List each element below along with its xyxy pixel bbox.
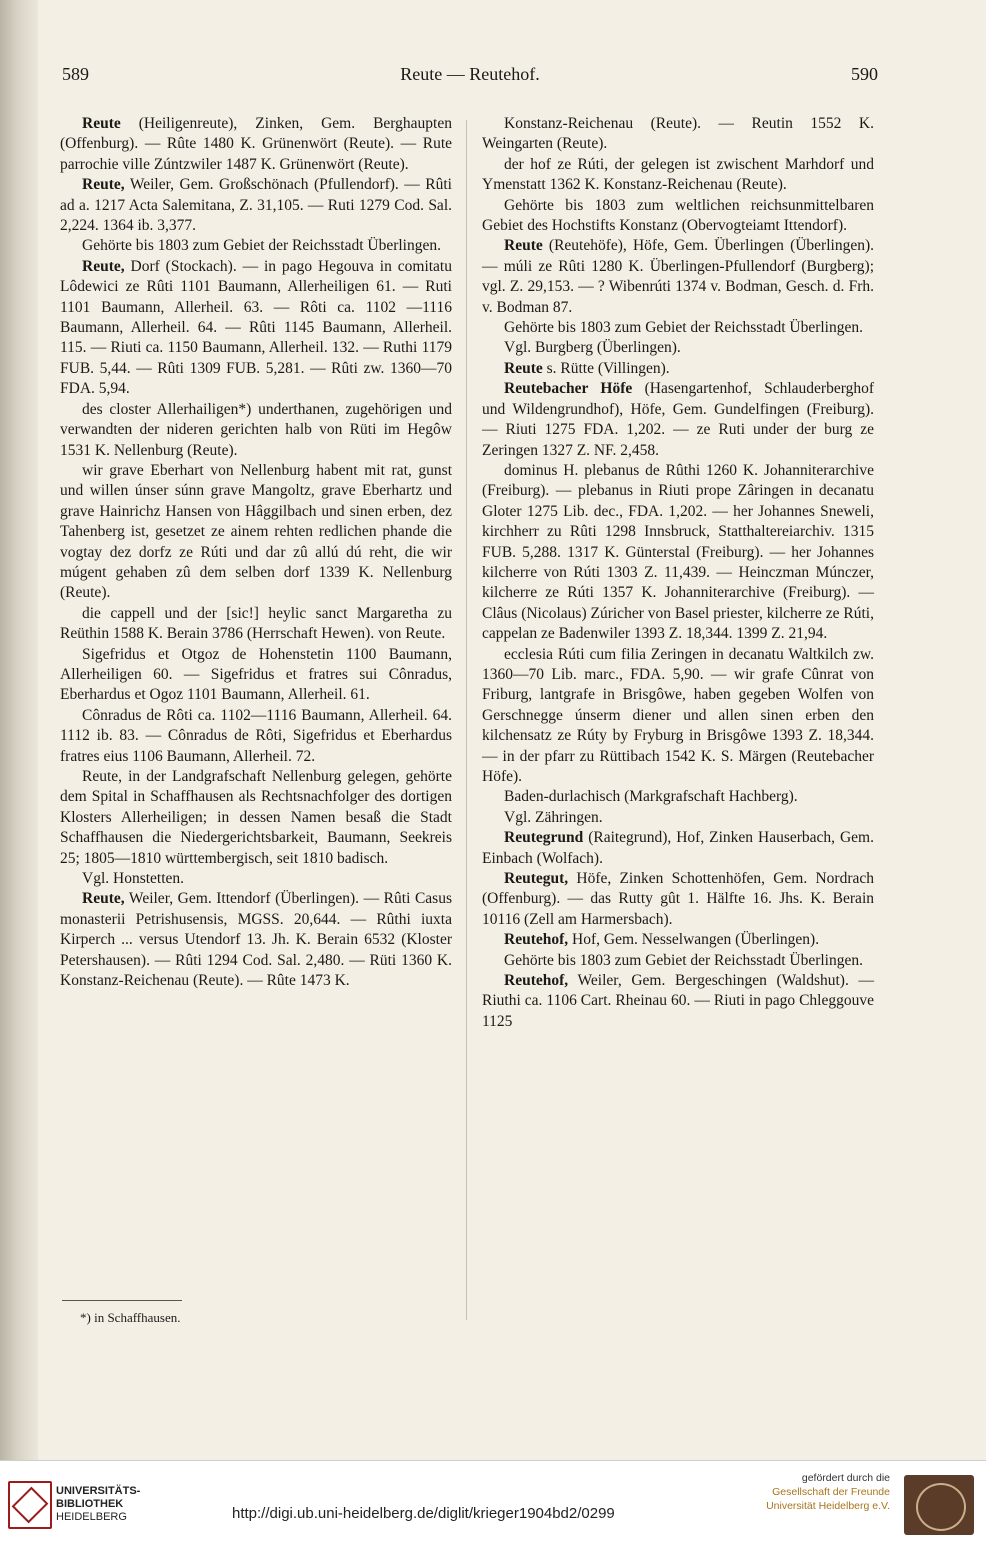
entry-text: dominus H. plebanus de Rûthi 1260 K. Johanniterarchive (Freiburg). — plebanus in Riuti prope Zâringen in decanatu Gloter 1275 Lib. dec., FDA. 1,202. — her Johannes Sneweli, kirchherr zu Rûti 1298 Innsbruck, Statthaltereiarchiv. 1315 FUB. 5,288. 1317 K. Günterstal (Freiburg). — her Johannes kilcherre von Rúti 1303 Z. 11,439. — Heinczman Múnczer, kilcherre ze Rúti 1357 K. Johanniterarchive (Freiburg). — Clâus (Nicolaus) Zúricher von Basel priester, kilcherre ze Rúti, cappelan ze Badenwiler 1393 Z. 18,344. 1399 Z. 21,94. — [482, 461, 874, 643]
entry-headword: Reutegrund — [504, 829, 584, 847]
entry-paragraph — [60, 706, 452, 767]
entry-paragraph — [60, 889, 452, 991]
sponsor-line-1: gefördert durch die — [801, 1472, 890, 1484]
entry-headword: Reute, — [82, 176, 125, 194]
entry-paragraph — [482, 645, 874, 788]
entry-text: wir grave Eberhart von Nellenburg habent mit rat, gunst und willen únser súnn grave Mangoltz, grave Eberhartz und grave Hainrichz Hansen von Hâggilbach und sinen erben, dez Tahenberg ist, gesetzet ze ainem rehten redlichen phande die vogtay dez dorfz ze Rúti und dar zû allú dú reht, die wir múgent gehaben zû dem selben dorf 1339 K. Nellenburg (Reute). — [60, 461, 452, 602]
book-binding-edge — [0, 0, 38, 1460]
entry-text: Weiler, Gem. Ittendorf (Überlingen). — Rûti Casus monasterii Petrishusensis, MGSS. 20,644. — Rûthi iuxta Kirperch ... versus Utendorf 13. Jh. K. Berain 6532 (Kloster Petershausen). — Rûti 1294 Cod. Sal. 2,480. — Rüti 1360 K. Konstanz-Reichenau (Reute). — Rûte 1473 K. — [60, 890, 452, 990]
entry-text: Reute, in der Landgrafschaft Nellenburg gelegen, gehörte dem Spital in Schaffhausen als Rechtsnachfolger des dortigen Klosters Allerheiligen; in dessen Namen besaß die Stadt Schaffhausen die Niedergerichtsbarkeit, Baumann, Seekreis 25; 1805—1810 württembergisch, seit 1810 badisch. — [60, 768, 452, 867]
entry-paragraph — [482, 787, 874, 807]
entry-headword: Reutehof, — [504, 972, 569, 990]
sponsor-line-3: Universität Heidelberg e.V. — [766, 1500, 890, 1512]
footnote: *) in Schaffhausen. — [80, 1310, 181, 1325]
entry-text: (Hasengartenhof, Schlauderberghof und Wildengrundhof), Höfe, Gem. Gundelfingen (Freiburg). — Riuti 1275 FDA. 1,202. — ze Ruti under der burg ze Zeringen 1327 Z. NF. 2,458. — [482, 380, 874, 459]
viewer-footer — [0, 1460, 986, 1550]
entry-paragraph — [482, 359, 874, 379]
entry-paragraph — [482, 461, 874, 645]
permalink-url[interactable]: http://digi.ub.uni-heidelberg.de/diglit/krieger1904bd2/0299 — [232, 1505, 615, 1522]
entry-paragraph — [482, 828, 874, 869]
page-header — [62, 64, 878, 88]
entry-paragraph — [60, 236, 452, 256]
entry-text: Sigefridus et Otgoz de Hohenstetin 1100 Baumann, Allerheiligen 60. — Sigefridus et fratres sui Cônradus, Eberhardus et Ogoz 1101 Baumann, Allerheil. 61. — [60, 645, 452, 704]
column-divider — [466, 120, 467, 1320]
entry-paragraph — [60, 400, 452, 461]
entry-text: Weiler, Gem. Bergeschingen (Waldshut). — Riuthi ca. 1106 Cart. Rheinau 60. — Riuti in pago Chleggouve 1125 — [482, 972, 874, 1030]
footnote-rule — [62, 1300, 182, 1301]
entry-paragraph — [482, 338, 874, 358]
entry-headword: Reutegut, — [504, 870, 569, 888]
entry-paragraph — [482, 155, 874, 196]
entry-headword: Reute, — [82, 890, 125, 908]
entry-headword: Reutebacher Höfe — [504, 380, 633, 398]
entry-text: Höfe, Zinken Schottenhöfen, Gem. Nordrach (Offenburg). — das Rutty gût 1. Hälfte 16. Jhs. K. Berain 10116 (Zell am Harmersbach). — [482, 870, 874, 928]
entry-text: (Heiligenreute), Zinken, Gem. Berghaupten (Offenburg). — Rûte 1480 K. Grünenwört (Reute). — Rute parrochie ville Zúntzwiler 1487 K. Grünenwört (Reute). — [60, 115, 452, 173]
entry-paragraph — [482, 114, 874, 155]
entry-paragraph — [482, 196, 874, 237]
entry-text: Gehörte bis 1803 zum Gebiet der Reichsstadt Überlingen. — [504, 951, 863, 969]
entry-paragraph — [482, 869, 874, 930]
entry-text: (Raitegrund), Hof, Zinken Hauserbach, Gem. Einbach (Wolfach). — [482, 829, 874, 867]
right-text-column — [482, 114, 874, 1032]
entry-paragraph — [482, 930, 874, 950]
entry-headword: Reute — [82, 115, 121, 132]
logo-line-2: BIBLIOTHEK — [56, 1498, 124, 1510]
entry-text: Vgl. Zähringen. — [504, 808, 603, 826]
entry-paragraph — [60, 257, 452, 400]
entry-text: s. Rütte (Villingen). — [542, 359, 670, 377]
logo-line-1: UNIVERSITÄTS- — [56, 1485, 141, 1497]
page-number-left: 589 — [62, 64, 89, 84]
logo-line-3: HEIDELBERG — [56, 1511, 127, 1523]
entry-paragraph — [60, 175, 452, 236]
entry-paragraph — [60, 645, 452, 706]
entry-paragraph — [482, 318, 874, 338]
library-logo-text[interactable] — [56, 1485, 140, 1524]
entry-paragraph — [482, 236, 874, 318]
entry-headword: Reute, — [82, 257, 125, 275]
entry-text: Dorf (Stockach). — in pago Hegouva in comitatu Lôdewici ze Rûti 1101 Baumann, Allerheiligen 61. — Ruti 1101 Baumann, Allerheil. 63. — Rôti ca. 1102 —1116 Baumann, Allerheil. 64. — Rûti 1145 Baumann, Allerheil. 115. — Riuti ca. 1150 Baumann, Allerheil. 132. — Ruthi 1179 FUB. 5,44. — Rûti 1309 FUB. 5,281. — Rûti zw. 1360—70 FDA. 5,94. — [60, 257, 452, 398]
entry-paragraph — [482, 951, 874, 971]
entry-text: die cappell und der [sic!] heylic sanct Margaretha zu Reüthin 1588 K. Berain 3786 (Herrschaft Hewen). von Reute. — [60, 604, 452, 643]
entry-text: Baden-durlachisch (Markgrafschaft Hachberg). — [504, 788, 798, 806]
entry-text: Konstanz-Reichenau (Reute). — Reutin 1552 K. Weingarten (Reute). — [482, 115, 874, 153]
entry-text: Gehörte bis 1803 zum weltlichen reichsunmittelbaren Gebiet des Hochstifts Konstanz (Obervogteiamt Ittendorf). — [482, 196, 874, 235]
entry-paragraph — [60, 767, 452, 869]
entry-text: Weiler, Gem. Großschönach (Pfullendorf). — Rûti ad a. 1217 Acta Salemitana, Z. 31,105. — Ruti 1279 Cod. Sal. 2,224. 1364 ib. 3,377. — [60, 176, 452, 235]
entry-paragraph — [482, 971, 874, 1032]
entry-headword: Reutehof, — [504, 931, 569, 949]
society-seal-icon — [904, 1475, 974, 1535]
entry-text: der hof ze Rúti, der gelegen ist zwischent Marhdorf und Ymenstatt 1362 K. Konstanz-Reichenau (Reute). — [482, 155, 874, 194]
entry-headword: Reute — [504, 237, 543, 255]
page-number-right: 590 — [851, 64, 878, 84]
entry-paragraph — [482, 379, 874, 461]
entry-headword: Reute — [504, 359, 543, 377]
entry-paragraph — [482, 808, 874, 828]
entry-text: ecclesia Rúti cum filia Zeringen in decanatu Waltkilch zw. 1360—70 Lib. marc., FDA. 5,90. — wir grafe Cûnrat von Friburg, lantgrafe in Brisgôwe, haben gegeben Wolfen von Gerschnegge únserm diener und allen sinen erben den kilchensatz ze Rúty by Fryburg in Brisgôwe 1393 Z. 18,344. — in der pfarr zu Rüttibach 1542 K. S. Märgen (Reutebacher Höfe). — [482, 645, 874, 785]
sponsor-line-2: Gesellschaft der Freunde — [772, 1486, 890, 1498]
entry-text: (Reutehöfe), Höfe, Gem. Überlingen (Überlingen). — múli ze Rûti 1280 K. Überlingen-Pfullendorf (Burgberg); vgl. Z. 29,153. — ? Wibenrúti 1374 v. Bodman, Gesch. d. Frh. v. Bodman 87. — [482, 237, 874, 316]
entry-text: Vgl. Honstetten. — [82, 870, 185, 888]
entry-text: Hof, Gem. Nesselwangen (Überlingen). — [568, 931, 820, 949]
library-logo-icon — [8, 1481, 52, 1529]
entry-paragraph — [60, 461, 452, 604]
entry-paragraph — [60, 604, 452, 645]
left-text-column — [60, 114, 452, 991]
entry-text: Gehörte bis 1803 zum Gebiet der Reichsstadt Überlingen. — [82, 237, 441, 255]
entry-text: Vgl. Burgberg (Überlingen). — [504, 339, 681, 357]
sponsor-text[interactable] — [740, 1471, 890, 1513]
entry-text: des closter Allerhailigen*) underthanen, zugehörigen und verwandten der nideren gerichten halb von Rüti im Hegôw 1531 K. Nellenburg (Reute). — [60, 400, 452, 459]
entry-paragraph — [60, 114, 452, 175]
entry-paragraph — [60, 869, 452, 889]
running-title: Reute — Reutehof. — [400, 64, 540, 84]
entry-text: Gehörte bis 1803 zum Gebiet der Reichsstadt Überlingen. — [504, 319, 863, 337]
entry-text: Cônradus de Rôti ca. 1102—1116 Baumann, Allerheil. 64. 1112 ib. 83. — Cônradus de Rôti, Sigefridus et Eberhardus fratres eius 1106 Baumann, Allerheil. 72. — [60, 706, 452, 765]
